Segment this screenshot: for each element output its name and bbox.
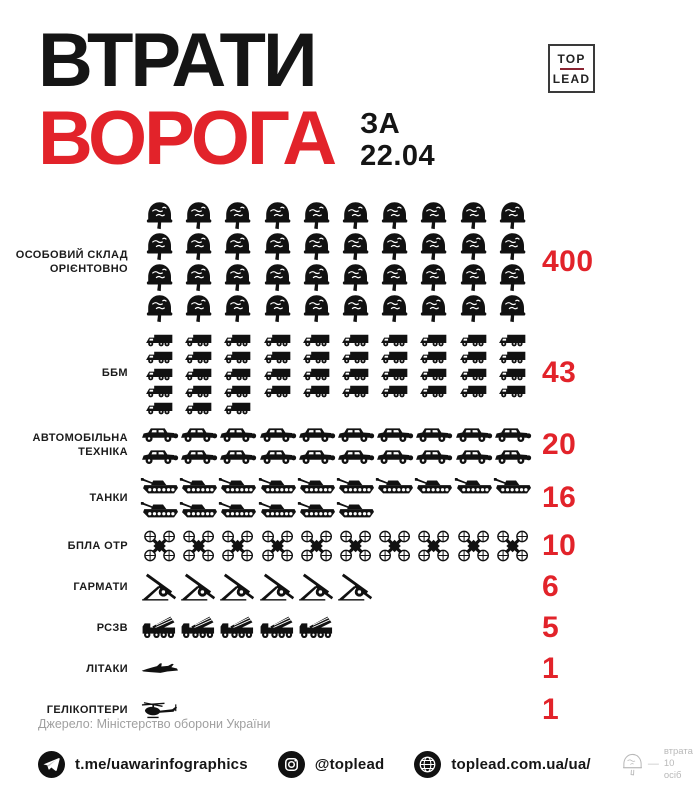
jeep-icon [258,445,297,467]
social-row [38,746,693,782]
pictogram-row [0,570,633,604]
cannon-icon [140,571,179,602]
legend-text [664,746,693,782]
apc-icon [140,365,179,382]
helmet-icon [375,231,414,262]
helmet-icon [179,231,218,262]
apc-icon [179,382,218,399]
apc-icon [179,331,218,348]
pictogram-row [0,652,633,686]
drone-icon [493,529,532,563]
jeep-icon [454,445,493,467]
jeep-icon [414,423,453,445]
tank-icon [179,498,218,522]
cannon-icon [179,571,218,602]
legend-line1: втрата [663,746,693,758]
helmet-icon [414,231,453,262]
jeep-icon [258,423,297,445]
apc-icon [258,331,297,348]
pictogram-row [0,331,633,416]
pictogram-rows [0,200,633,727]
helmet-icon [218,262,257,293]
helmet-icon [454,200,493,231]
apc-icon [179,365,218,382]
helmet-icon [179,293,218,324]
jeep-icon [218,423,257,445]
helmet-icon [258,231,297,262]
jeep-icon [336,445,375,467]
apc-icon [258,365,297,382]
helmet-icon [179,200,218,231]
tank-icon [140,498,179,522]
instagram-link[interactable] [278,751,385,778]
apc-icon [218,399,257,416]
cannon-icon [297,571,336,602]
date-label [360,109,435,172]
apc-icon [140,331,179,348]
logo-lead-text: LEAD [552,71,591,86]
row-icons [140,529,532,563]
helmet-icon [414,293,453,324]
tank-icon [336,474,375,498]
telegram-link-text[interactable]: t.me/uawarinfographics [75,755,248,773]
pictogram-row [0,529,633,563]
mlrs-icon [140,612,179,644]
drone-icon [258,529,297,563]
pictogram-row [0,474,633,522]
logo-divider [560,68,584,70]
tank-icon [258,498,297,522]
helmet-icon [454,293,493,324]
row-icons [140,423,532,467]
apc-icon [454,365,493,382]
row-icons [140,571,532,602]
helmet-icon [414,262,453,293]
helmet-icon [454,262,493,293]
apc-icon [297,365,336,382]
row-label: ГАРМАТИ [73,580,128,593]
row-label: РСЗВ [96,621,128,634]
date-line1: ЗА [360,108,401,141]
apc-icon [454,331,493,348]
drone-icon [414,529,453,563]
jeep-icon [454,423,493,445]
helmet-outline-icon [621,752,644,777]
pictogram-row [0,200,633,324]
tank-icon [336,498,375,522]
helmet-icon [454,231,493,262]
helmet-icon [493,231,532,262]
tank-icon [258,474,297,498]
apc-icon [218,382,257,399]
helmet-icon [297,293,336,324]
tank-icon [297,474,336,498]
helmet-icon [218,231,257,262]
tank-icon [140,474,179,498]
cannon-icon [218,571,257,602]
helmet-icon [258,200,297,231]
telegram-icon [38,751,65,778]
helmet-icon [336,231,375,262]
apc-icon [140,399,179,416]
drone-icon [140,529,179,563]
drone-icon [297,529,336,563]
row-label: ГЕЛІКОПТЕРИ [46,703,128,716]
apc-icon [140,382,179,399]
row-label: АВТОМОБІЛЬНА ТЕХНІКА [32,431,128,458]
mlrs-icon [218,612,257,644]
helmet-icon [258,262,297,293]
cannon-icon [258,571,297,602]
header [0,0,633,181]
mlrs-icon [179,612,218,644]
jeep-icon [375,445,414,467]
row-label: ОСОБОВИЙ СКЛАД ОРІЄНТОВНО [15,248,128,275]
apc-icon [179,399,218,416]
website-link[interactable] [414,751,590,778]
tank-icon [414,474,453,498]
apc-icon [375,382,414,399]
helmet-icon [336,293,375,324]
row-label: ББМ [101,367,128,380]
pictogram-row [0,611,633,645]
jeep-icon [375,423,414,445]
drone-icon [375,529,414,563]
helmet-icon [297,262,336,293]
row-icons [140,658,532,680]
logo-top-text: TOP [557,51,586,66]
tank-icon [297,498,336,522]
row-label: БПЛА ОТР [67,539,128,552]
helmet-icon [140,231,179,262]
tank-icon [179,474,218,498]
tank-icon [218,474,257,498]
jeep-icon [140,423,179,445]
helmet-icon [140,293,179,324]
instagram-link-text[interactable]: @toplead [314,755,385,773]
row-value: 5 [542,610,560,644]
date-line2: 22.04 [360,139,436,172]
row-icons [140,331,532,416]
website-link-text[interactable]: toplead.com.ua/ua/ [451,755,591,773]
apc-icon [336,365,375,382]
instagram-icon [278,751,305,778]
row-value: 10 [542,528,577,562]
apc-icon [414,348,453,365]
cannon-icon [336,571,375,602]
apc-icon [336,348,375,365]
pictogram-row [0,423,633,467]
drone-icon [179,529,218,563]
helmet-icon [375,262,414,293]
row-label: ТАНКИ [89,491,128,504]
globe-icon [414,751,441,778]
drone-icon [454,529,493,563]
apc-icon [493,382,532,399]
apc-icon [493,348,532,365]
mlrs-icon [258,612,297,644]
row-icons [140,200,532,324]
helmet-icon [336,262,375,293]
apc-icon [414,365,453,382]
title-line1: ВТРАТИ [38,18,315,103]
helmet-icon [258,293,297,324]
helmet-icon [140,262,179,293]
helmet-icon [493,293,532,324]
row-icons [140,474,532,522]
apc-icon [375,331,414,348]
row-value: 43 [542,356,577,390]
apc-icon [454,382,493,399]
row-value: 1 [542,651,560,685]
apc-icon [179,348,218,365]
row-label: ЛІТАКИ [86,662,128,675]
jeep-icon [297,445,336,467]
helmet-icon [493,200,532,231]
helmet-icon [414,200,453,231]
jeep-icon [218,445,257,467]
apc-icon [218,331,257,348]
apc-icon [375,365,414,382]
apc-icon [454,348,493,365]
helmet-icon [140,200,179,231]
row-icons [140,612,532,644]
apc-icon [375,348,414,365]
apc-icon [218,365,257,382]
apc-icon [493,365,532,382]
apc-icon [336,382,375,399]
row-value: 1 [542,692,560,726]
source-text: Джерело: Міністерство оборони України [38,717,271,732]
apc-icon [140,348,179,365]
row-value: 6 [542,569,560,603]
apc-icon [297,331,336,348]
jet-icon [140,658,179,680]
row-value: 20 [542,427,577,461]
drone-icon [336,529,375,563]
legend-line2: 10 осіб [663,758,682,782]
helmet-icon [375,293,414,324]
apc-icon [493,331,532,348]
helmet-icon [375,200,414,231]
jeep-icon [493,423,532,445]
legend-dash: — [647,758,659,771]
helmet-icon [218,200,257,231]
tank-icon [454,474,493,498]
jeep-icon [179,445,218,467]
apc-icon [414,382,453,399]
helmet-icon [297,200,336,231]
toplead-logo [548,44,595,93]
apc-icon [414,331,453,348]
jeep-icon [336,423,375,445]
unit-legend [621,746,693,782]
jeep-icon [493,445,532,467]
tank-icon [493,474,532,498]
helmet-icon [179,262,218,293]
jeep-icon [414,445,453,467]
helmet-icon [336,200,375,231]
helmet-icon [493,262,532,293]
helmet-icon [218,293,257,324]
apc-icon [258,348,297,365]
apc-icon [218,348,257,365]
row-value: 16 [542,480,577,514]
row-value: 400 [542,244,594,278]
jeep-icon [140,445,179,467]
mlrs-icon [297,612,336,644]
drone-icon [218,529,257,563]
telegram-link[interactable] [38,751,248,778]
jeep-icon [297,423,336,445]
footer [38,717,693,782]
apc-icon [336,331,375,348]
apc-icon [258,382,297,399]
tank-icon [218,498,257,522]
jeep-icon [179,423,218,445]
title-line2: ВОРОГА [38,95,335,181]
apc-icon [297,382,336,399]
tank-icon [375,474,414,498]
helmet-icon [297,231,336,262]
apc-icon [297,348,336,365]
